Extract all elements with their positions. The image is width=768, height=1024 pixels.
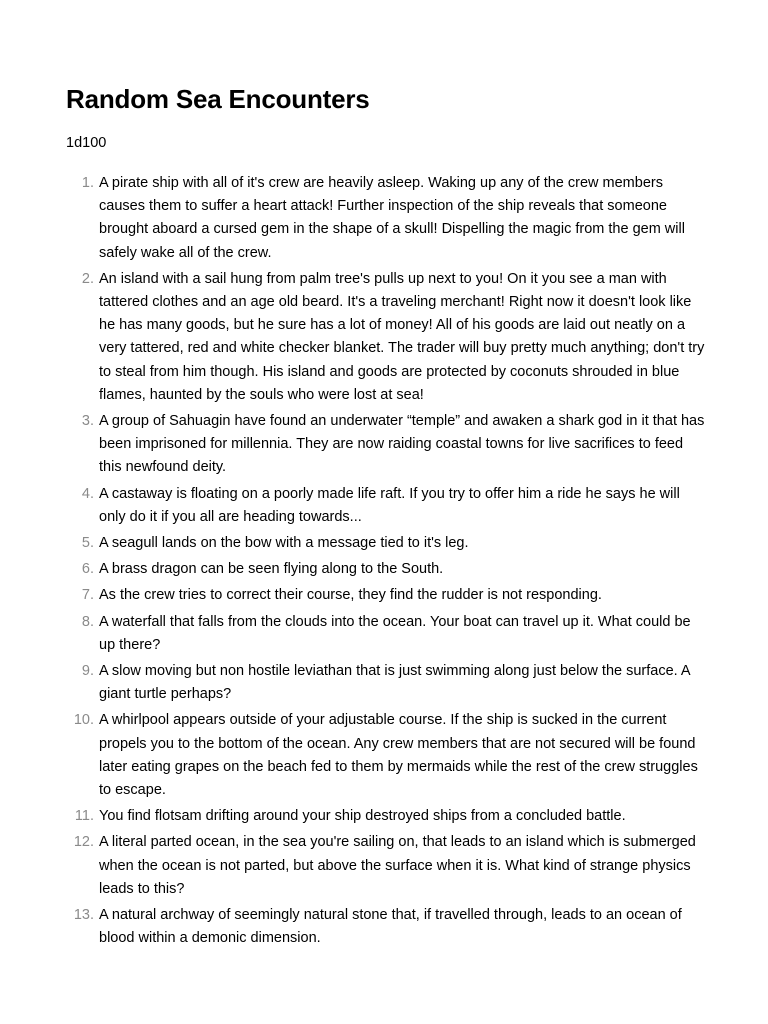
list-item-text: A seagull lands on the bow with a message tied to it's leg.: [99, 535, 469, 552]
list-item-text: An island with a sail hung from palm tree's pulls up next to you! On it you see a man with tattered clothes and an age old beard. It's a traveling merchant! Right now it doesn't look like he has many goods, but he sure has a lot of money! All of his goods are laid out neatly on a very tattered, red and white checker blanket. The trader will buy pretty much anything; don't try to steal from him though. His island and goods are protected by coconuts shrouded in blue flames, haunted by the souls who were lost at sea!: [99, 270, 705, 403]
list-item-number: 7.: [81, 587, 94, 604]
dice-subtitle: 1d100: [66, 135, 107, 151]
list-item-number: 4.: [81, 485, 94, 502]
encounter-list: [0, 172, 768, 954]
list-item-number: 13.: [73, 907, 94, 924]
list-item: [0, 805, 768, 828]
list-item-text: A literal parted ocean, in the sea you're sailing on, that leads to an island which is submerged when the ocean is not parted, but above the surface when it is. What kind of strange physics leads to this?: [99, 834, 696, 897]
list-item-number: 5.: [81, 535, 94, 552]
page-title: Random Sea Encounters: [66, 84, 370, 114]
list-item: [0, 904, 768, 950]
list-item-number: 2.: [81, 270, 94, 287]
list-item-text: As the crew tries to correct their course, they find the rudder is not responding.: [99, 587, 602, 604]
list-item-text: A pirate ship with all of it's crew are heavily asleep. Waking up any of the crew members causes them to suffer a heart attack! Further inspection of the ship reveals that someone brought aboard a cursed gem in the shape of a skull! Dispelling the magic from the gem will safely wake all of the crew.: [99, 175, 685, 261]
list-item: [0, 172, 768, 265]
list-item-text: A brass dragon can be seen flying along to the South.: [99, 561, 444, 578]
list-item-number: 6.: [81, 561, 94, 578]
list-item-number: 9.: [81, 663, 94, 680]
list-item-number: 12.: [73, 834, 94, 851]
list-item-text: A group of Sahuagin have found an underwater “temple” and awaken a shark god in it that has been imprisoned for millennia. They are now raiding coastal towns for live sacrifices to feed this newfound deity.: [99, 413, 705, 476]
list-item-number: 10.: [73, 712, 94, 729]
list-item: [0, 410, 768, 480]
list-item-text: A whirlpool appears outside of your adjustable course. If the ship is sucked in the current propels you to the bottom of the ocean. Any crew members that are not secured will be found later eating grapes on the beach fed to them by mermaids while the rest of the crew struggles to escape.: [99, 712, 698, 799]
list-item: [0, 532, 768, 555]
list-item: [0, 709, 768, 802]
list-item-text: A waterfall that falls from the clouds into the ocean. Your boat can travel up it. What could be up there?: [99, 613, 691, 653]
list-item: [0, 584, 768, 607]
list-item: [0, 268, 768, 407]
list-item-text: A natural archway of seemingly natural stone that, if travelled through, leads to an ocean of blood within a demonic dimension.: [99, 907, 682, 947]
list-item-text: You find flotsam drifting around your ship destroyed ships from a concluded battle.: [99, 808, 626, 825]
list-item-number: 3.: [81, 413, 94, 430]
list-item-text: A slow moving but non hostile leviathan that is just swimming along just below the surface. A giant turtle perhaps?: [99, 663, 690, 703]
list-item-number: 8.: [81, 613, 94, 630]
list-item-number: 11.: [74, 808, 94, 825]
list-item: [0, 660, 768, 706]
list-item: [0, 831, 768, 901]
list-item: [0, 558, 768, 581]
list-item-text: A castaway is floating on a poorly made life raft. If you try to offer him a ride he says he will only do it if you all are heading towards...: [99, 485, 680, 525]
list-item-number: 1.: [81, 175, 94, 191]
list-item: [0, 611, 768, 657]
list-item: [0, 483, 768, 529]
